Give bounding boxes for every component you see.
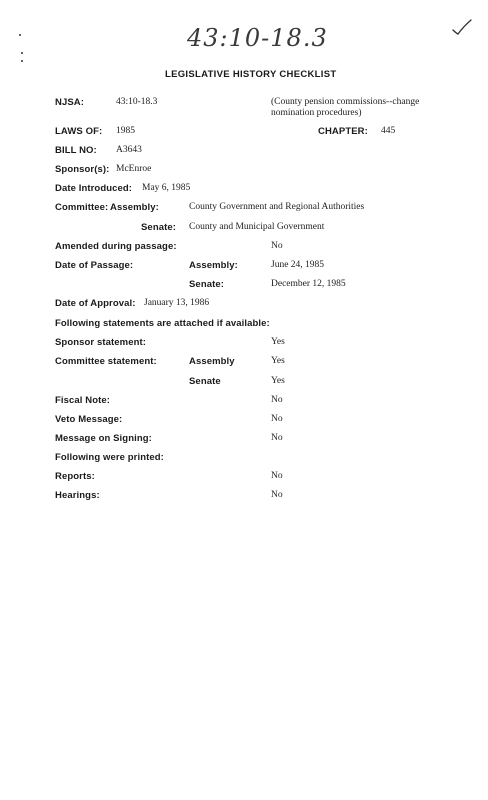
committee-assembly-label: Assembly:	[110, 202, 159, 213]
veto-message-label: Veto Message:	[55, 414, 123, 425]
message-on-signing-label: Message on Signing:	[55, 433, 152, 444]
njsa-value: 43:10-18.3	[116, 97, 158, 107]
committee-statement-label: Committee statement:	[55, 356, 157, 367]
handwritten-number: 43:10-18.3	[187, 24, 328, 52]
reports-value: No	[271, 471, 283, 481]
amended-value: No	[271, 241, 283, 251]
fiscal-note-value: No	[271, 395, 283, 405]
fiscal-note-label: Fiscal Note:	[55, 395, 111, 406]
date-introduced-value: May 6, 1985	[142, 183, 191, 193]
amended-label: Amended during passage:	[55, 241, 177, 252]
date-of-approval-value: January 13, 1986	[144, 298, 210, 308]
passage-senate-label: Senate:	[189, 279, 225, 290]
bill-no-value: A3643	[116, 145, 142, 155]
margin-mark	[21, 52, 23, 54]
margin-mark	[19, 34, 21, 36]
page-title: LEGISLATIVE HISTORY CHECKLIST	[165, 69, 337, 80]
sponsors-label: Sponsor(s):	[55, 164, 110, 175]
laws-of-value: 1985	[116, 126, 135, 136]
committee-statement-assembly-value: Yes	[271, 356, 285, 366]
committee-senate-label: Senate:	[141, 222, 177, 233]
message-on-signing-value: No	[271, 433, 283, 443]
committee-statement-senate-value: Yes	[271, 376, 285, 386]
chapter-label: CHAPTER:	[318, 126, 368, 137]
sponsor-statement-label: Sponsor statement:	[55, 337, 147, 348]
committee-statement-senate-label: Senate	[189, 376, 221, 387]
passage-assembly-label: Assembly:	[189, 260, 238, 271]
sponsors-value: McEnroe	[116, 164, 152, 174]
hearings-label: Hearings:	[55, 490, 100, 501]
veto-message-value: No	[271, 414, 283, 424]
passage-assembly-value: June 24, 1985	[271, 260, 325, 270]
committee-assembly-value: County Government and Regional Authorities	[189, 202, 365, 212]
chapter-value: 445	[381, 126, 396, 136]
njsa-note: (County pension commissions--change nomination procedures)	[271, 97, 420, 118]
following-attached-heading: Following statements are attached if available:	[55, 318, 270, 329]
passage-senate-value: December 12, 1985	[271, 279, 346, 289]
date-introduced-label: Date Introduced:	[55, 183, 133, 194]
date-of-approval-label: Date of Approval:	[55, 298, 136, 309]
date-of-passage-label: Date of Passage:	[55, 260, 134, 271]
margin-mark	[21, 60, 23, 62]
hearings-value: No	[271, 490, 283, 500]
laws-of-label: LAWS OF:	[55, 126, 103, 137]
committee-statement-assembly-label: Assembly	[189, 356, 235, 367]
checkmark-icon	[451, 18, 473, 36]
following-printed-heading: Following were printed:	[55, 452, 164, 463]
njsa-label: NJSA:	[55, 97, 85, 108]
committee-senate-value: County and Municipal Government	[189, 222, 325, 232]
reports-label: Reports:	[55, 471, 95, 482]
bill-no-label: BILL NO:	[55, 145, 97, 156]
committee-label: Committee:	[55, 202, 109, 213]
sponsor-statement-value: Yes	[271, 337, 285, 347]
